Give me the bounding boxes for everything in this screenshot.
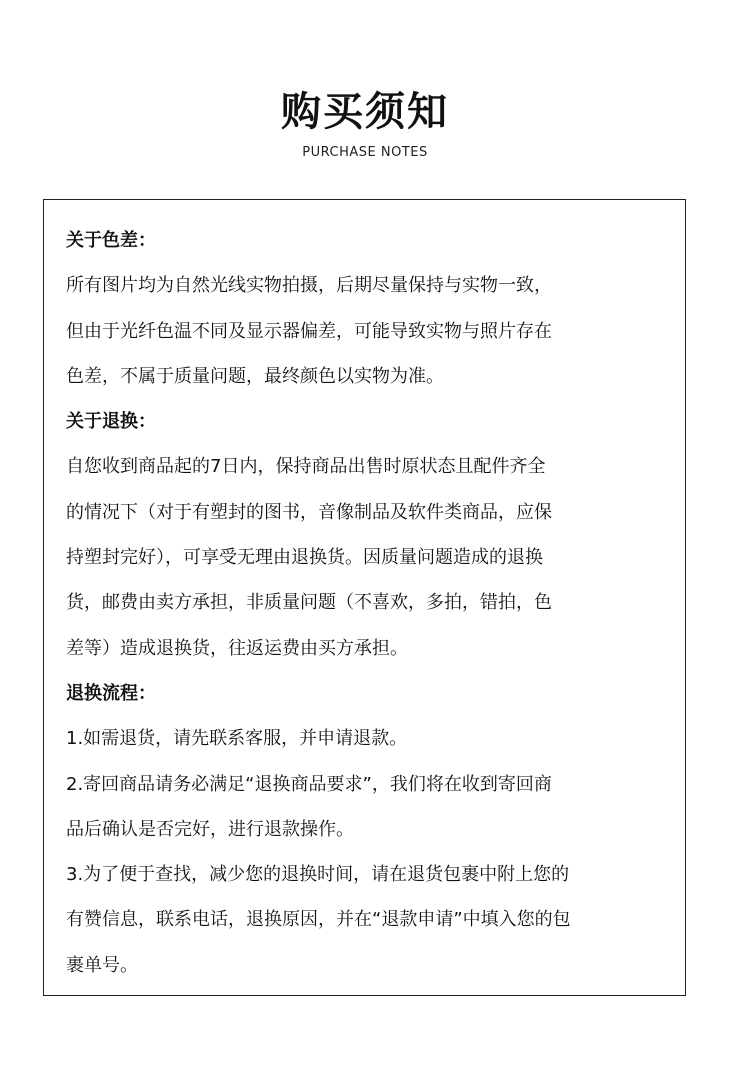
notes-box xyxy=(43,199,686,996)
notes-content xyxy=(66,228,571,998)
page-subtitle: PURCHASE NOTES xyxy=(302,145,428,160)
text-line: 自您收到商品起的7日内，保持商品出售时原状态且配件齐全 xyxy=(66,456,546,478)
section-heading: 关于退换： xyxy=(66,411,156,433)
text-line: 3.为了便于查找，减少您的退换时间，请在退货包裹中附上您的 xyxy=(66,864,570,886)
text-line: 但由于光纤色温不同及显示器偏差，可能导致实物与照片存在 xyxy=(66,320,552,342)
text-line: 的情况下（对于有塑封的图书，音像制品及软件类商品，应保 xyxy=(66,501,552,523)
section-heading: 关于色差： xyxy=(66,230,156,251)
text-line: 品后确认是否完好，进行退款操作。 xyxy=(66,818,354,840)
text-line: 2.寄回商品请务必满足“退换商品要求”，我们将在收到寄回商 xyxy=(66,773,552,795)
text-line: 货，邮费由卖方承担，非质量问题（不喜欢，多拍，错拍，色 xyxy=(66,592,552,614)
text-line: 持塑封完好），可享受无理由退换货。因质量问题造成的退换 xyxy=(66,547,543,569)
text-line: 色差，不属于质量问题，最终颜色以实物为准。 xyxy=(66,365,444,387)
page-title: 购买须知 xyxy=(281,89,449,135)
text-line: 1.如需退货，请先联系客服，并申请退款。 xyxy=(66,728,408,750)
text-line: 差等）造成退换货，往返运费由买方承担。 xyxy=(66,637,408,659)
text-line: 有赞信息，联系电话，退换原因，并在“退款申请”中填入您的包 xyxy=(66,909,571,931)
text-line: 裹单号。 xyxy=(66,954,138,976)
section-heading: 退换流程： xyxy=(66,682,156,704)
text-line: 所有图片均为自然光线实物拍摄，后期尽量保持与实物一致， xyxy=(66,275,552,297)
